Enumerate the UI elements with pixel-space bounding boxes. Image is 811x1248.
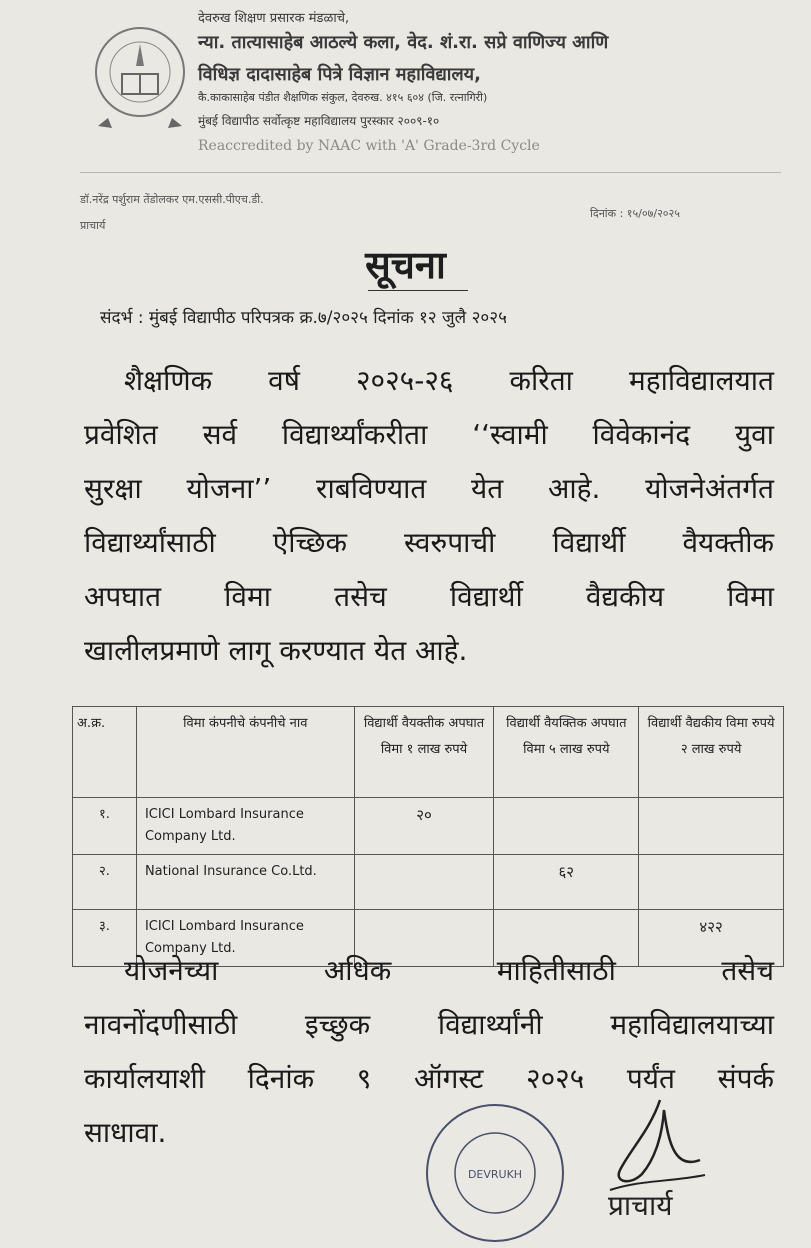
insurance-table <box>72 706 784 967</box>
signature-label: प्राचार्य <box>608 1189 673 1222</box>
para1-line: विद्यार्थ्यांसाठी ऐच्छिक स्वरुपाची विद्यार्थी वैयक्तीक <box>84 526 774 559</box>
notice-title: सूचना <box>365 243 446 287</box>
college-logo <box>88 22 192 134</box>
para2-line: साधावा. <box>84 1116 167 1149</box>
header-naac: Reaccredited by NAAC with 'A' Grade-3rd Cycle <box>198 138 540 154</box>
header-address: कै.काकासाहेब पंडीत शैक्षणिक संकुल, देवरुख. ४१५ ६०४ (जि. रत्नागिरी) <box>198 91 488 104</box>
row-value <box>639 798 784 855</box>
para1-line: प्रवेशित सर्व विद्यार्थ्यांकरीता ‘‘स्वामी विवेकानंद युवा <box>84 418 774 451</box>
col-company: विमा कंपनीचे कंपनीचे नाव <box>136 707 354 798</box>
notice-date: दिनांक : १५/०७/२०२५ <box>590 207 680 220</box>
row-serial: १. <box>73 798 137 855</box>
col-accident-5lakh: विद्यार्थी वैयक्तिक अपघात विमा ५ लाख रुपये <box>494 707 639 798</box>
row-value <box>354 855 494 910</box>
para2-line: योजनेच्या अधिक माहितीसाठी तसेच <box>124 954 774 987</box>
row-serial: ३. <box>73 910 137 967</box>
principal-name: डॉ.नरेंद्र पर्शुराम तेंडोलकर एम.एससी.पीएच.डी. <box>80 193 264 206</box>
row-value <box>494 798 639 855</box>
col-serial: अ.क्र. <box>73 707 137 798</box>
para2-line: कार्यालयाशी दिनांक ९ ऑगस्ट २०२५ पर्यंत संपर्क <box>84 1062 774 1095</box>
header-college-name-1: न्या. तात्यासाहेब आठल्ये कला, वेद. शं.रा. सप्रे वाणिज्य आणि <box>198 32 609 53</box>
para1-line: सुरक्षा योजना’’ राबविण्यात येत आहे. योजनेअंतर्गत <box>84 472 774 505</box>
row-company: National Insurance Co.Ltd. <box>136 855 354 910</box>
row-value: २० <box>354 798 494 855</box>
college-seal <box>420 1098 570 1248</box>
para1-line: शैक्षणिक वर्ष २०२५-२६ करिता महाविद्यालयात <box>124 364 774 397</box>
row-company: ICICI Lombard Insurance Company Ltd. <box>136 798 354 855</box>
title-underline <box>368 290 468 291</box>
col-accident-1lakh: विद्यार्थी वैयक्तीक अपघात विमा १ लाख रुपये <box>354 707 494 798</box>
para1-line: खालीलप्रमाणे लागू करण्यात येत आहे. <box>84 634 468 667</box>
row-serial: २. <box>73 855 137 910</box>
row-value <box>639 855 784 910</box>
header-college-name-2: विधिज्ञ दादासाहेब पित्रे विज्ञान महाविद्यालय, <box>198 64 481 85</box>
principal-designation: प्राचार्य <box>80 219 106 232</box>
notice-paragraph-1 <box>84 354 774 678</box>
table-row <box>73 855 784 910</box>
para1-line: अपघात विमा तसेच विद्यार्थी वैद्यकीय विमा <box>84 580 774 613</box>
col-medical-2lakh: विद्यार्थी वैद्यकीय विमा रुपये २ लाख रुपये <box>639 707 784 798</box>
header-divider <box>80 172 781 173</box>
table-header-row <box>73 707 784 798</box>
header-society: देवरुख शिक्षण प्रसारक मंडळाचे, <box>198 11 350 26</box>
row-company: ICICI Lombard Insurance Company Ltd. <box>136 910 354 967</box>
table-row <box>73 798 784 855</box>
row-value: ४२२ <box>639 910 784 967</box>
row-value: ६२ <box>494 855 639 910</box>
para2-line: नावनोंदणीसाठी इच्छुक विद्यार्थ्यांनी महाविद्यालयाच्या <box>84 1008 774 1041</box>
seal-text: DEVRUKH <box>467 1168 523 1181</box>
header-award: मुंबई विद्यापीठ सर्वोत्कृष्ट महाविद्यालय पुरस्कार २००९-१० <box>198 114 440 128</box>
notice-reference: संदर्भ : मुंबई विद्यापीठ परिपत्रक क्र.७/२०२५ दिनांक १२ जुलै २०२५ <box>100 308 507 328</box>
